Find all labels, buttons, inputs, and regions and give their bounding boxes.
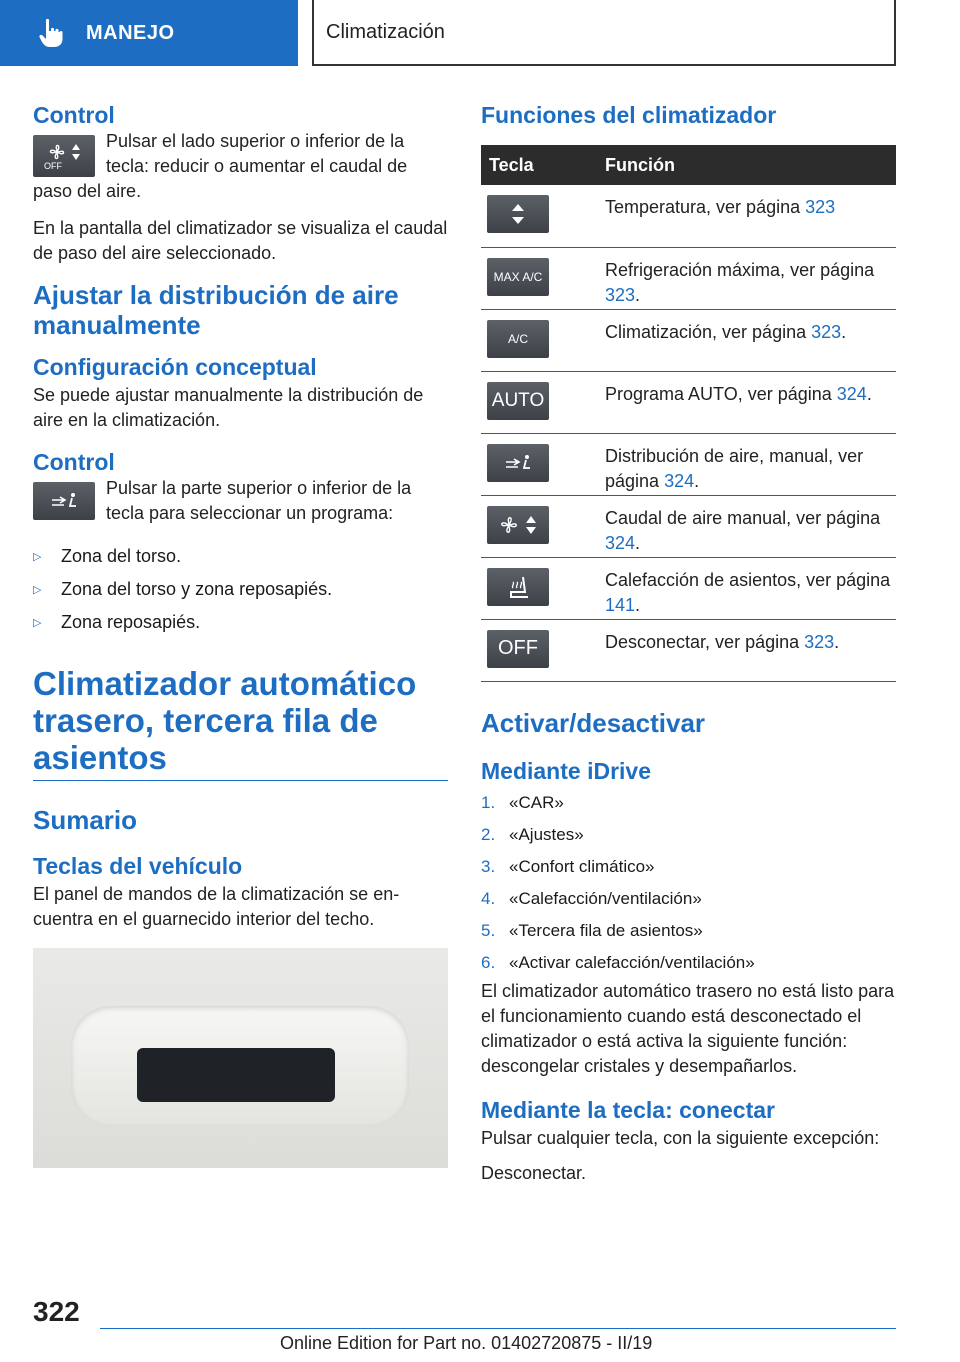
paragraph-key-connect: Pulsar cualquier tecla, con la siguiente excepción: (481, 1127, 880, 1148)
heading-idrive: Mediante iDrive (481, 757, 651, 784)
auto-key-image: AUTO (487, 382, 549, 420)
control-1-text-b: paso del aire. (33, 181, 142, 201)
fan-key-image (33, 135, 95, 177)
control-1-block (33, 131, 448, 179)
function-cell: Temperatura, ver página 323 (605, 185, 896, 247)
heading-key-connect: Mediante la tecla: conectar (481, 1096, 775, 1123)
table-row (481, 185, 896, 247)
heading-sumario: Sumario (33, 805, 138, 835)
page-link[interactable]: 323 (805, 197, 836, 217)
page-link[interactable]: 141 (605, 594, 636, 615)
fan-arrows-icon (496, 512, 540, 538)
list-item: ▷ Zona del torso y zona reposapiés. (33, 573, 448, 606)
list-item: 1. «CAR» (481, 792, 564, 812)
hand-pointer-icon (38, 18, 64, 48)
column-header-key: Tecla (481, 145, 605, 185)
function-cell: Desconectar, ver página 323. (605, 619, 896, 681)
page-link[interactable]: 323 (811, 321, 842, 342)
table-row (481, 309, 896, 371)
footer-divider (100, 1328, 896, 1329)
right-column (481, 100, 896, 1186)
page-link[interactable]: 324 (836, 383, 867, 404)
function-cell: Distribución de aire, manual, ver página 324. (605, 433, 896, 495)
functions-table (481, 145, 896, 682)
heading-manual-distribution: Ajustar la distribución de aire manualmente (33, 280, 399, 340)
section-tab[interactable] (0, 0, 298, 66)
heading-control-1: Control (33, 102, 115, 128)
list-item: 6. «Activar calefacción/ventilación» (481, 952, 755, 972)
air-distribution-icon (46, 490, 82, 512)
max-ac-key-image: MAX A/C (487, 258, 549, 296)
page-link[interactable]: 323 (804, 631, 835, 652)
page-link[interactable]: 324 (664, 470, 695, 491)
section-label: MANEJO (86, 21, 175, 44)
off-key-image: OFF (487, 630, 549, 668)
air-distribution-key-image (33, 482, 95, 520)
control-2-block (33, 478, 448, 526)
function-cell: Climatización, ver página 323. (605, 309, 896, 371)
up-down-arrows-icon (508, 201, 528, 227)
ac-key-image: A/C (487, 320, 549, 358)
list-item: 5. «Tercera fila de asientos» (481, 920, 703, 940)
list-item: 2. «Ajustes» (481, 824, 584, 844)
table-row (481, 557, 896, 619)
climate-control-panel (137, 1048, 335, 1102)
heading-concept: Configuración conceptual (33, 354, 317, 380)
triangle-bullet-icon: ▷ (33, 617, 42, 629)
table-row (481, 495, 896, 557)
paragraph-display: En la pantalla del climatizador se visualiza el caudal de paso del aire seleccionado. (33, 218, 448, 263)
edition-note: Online Edition for Part no. 01402720875 - II/19 (280, 1333, 653, 1353)
paragraph-idrive: El climatizador automático trasero no está listo para el funcionamiento cuando está desconectado el climatizador o está activa la siguiente función: descongelar cristales y desempañarlos. (481, 980, 895, 1076)
table-row (481, 433, 896, 495)
paragraph-vehicle-keys: El panel de mandos de la climatización se encuentra en el guarnecido interior del techo. (33, 884, 400, 929)
control-2-text: Pulsar la parte superior o inferior de la tecla para seleccionar un programa: (106, 478, 412, 523)
list-item: 4. «Calefacción/ventilación» (481, 888, 702, 908)
list-item: ▷ Zona del torso. (33, 540, 448, 573)
function-cell: Calefacción de asientos, ver página 141. (605, 557, 896, 619)
table-row (481, 619, 896, 681)
heading-divider (33, 780, 448, 781)
page-number: 322 (33, 1296, 80, 1327)
chapter-title: Climatización (326, 20, 445, 43)
left-column (33, 100, 448, 1168)
heading-functions: Funciones del climatizador (481, 102, 777, 128)
fan-arrows-icon (44, 141, 84, 163)
program-list (33, 540, 448, 639)
table-row (481, 247, 896, 309)
seat-heating-icon (503, 574, 533, 600)
heading-rear-climate: Climatizador automático trasero, tercera fila de asientos (33, 665, 417, 776)
off-key-label: OFF (44, 161, 62, 171)
list-item: ▷ Zona reposapiés. (33, 606, 448, 639)
page-link[interactable]: 324 (605, 532, 636, 553)
heading-control-2: Control (33, 449, 115, 475)
control-1-text-a: Pulsar el lado superior o inferior de la tecla: reducir o aumentar el caudal de (106, 131, 408, 176)
page-link[interactable]: 323 (605, 284, 636, 305)
heading-vehicle-keys: Teclas del vehículo (33, 853, 243, 879)
page-header (0, 0, 960, 66)
function-cell: Programa AUTO, ver página 324. (605, 371, 896, 433)
idrive-steps (481, 787, 896, 979)
function-cell: Refrigeración máxima, ver página 323. (605, 247, 896, 309)
list-item: 3. «Confort climático» (481, 856, 655, 876)
table-header-row (481, 145, 896, 185)
table-row (481, 371, 896, 433)
air-distribution-icon (500, 452, 536, 474)
heading-activate: Activar/desactivar (481, 707, 706, 738)
paragraph-disconnect: Desconectar. (481, 1162, 587, 1183)
fan-key-image (487, 506, 549, 544)
triangle-bullet-icon: ▷ (33, 584, 42, 596)
seat-heating-key-image (487, 568, 549, 606)
triangle-bullet-icon: ▷ (33, 551, 42, 563)
chapter-title-box (312, 0, 896, 66)
control-panel-photo (33, 948, 448, 1168)
temperature-key-image (487, 195, 549, 233)
paragraph-concept: Se puede ajustar manualmente la distribución de aire en la climatización. (33, 385, 424, 430)
function-cell: Caudal de aire manual, ver página 324. (605, 495, 896, 557)
column-header-function: Función (605, 145, 896, 185)
air-distribution-key-image (487, 444, 549, 482)
